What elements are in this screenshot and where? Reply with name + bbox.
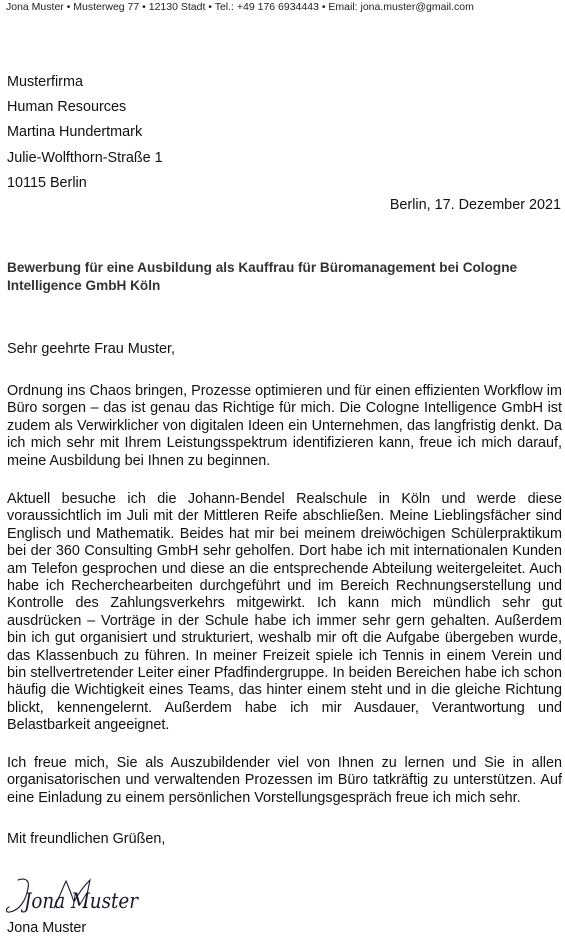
body-paragraph-1: Ordnung ins Chaos bringen, Prozesse optimieren und für einen effizienten Workflow im Büro sorgen – das ist genau das Richtige für mich. Die Cologne Intelligence GmbH ist zudem als Verwirklicher von digitalen Ideen ein Unternehmen, das langfristig denkt. Da ich mich sehr mit Ihrem Leistungsspektrum identifizieren kann, freue ich mich darauf, meine Ausbildung bei Ihnen zu beginnen.	[7, 383, 562, 469]
salutation: Sehr geehrte Frau Muster,	[7, 341, 175, 357]
letter-date: Berlin, 17. Dezember 2021	[389, 197, 561, 213]
closing-phrase: Mit freundlichen Grüßen,	[7, 831, 166, 847]
signer-name: Jona Muster	[7, 920, 87, 936]
signature-graphic	[4, 868, 144, 918]
recipient-city: 10115 Berlin	[7, 174, 87, 191]
body-paragraph-3: Ich freue mich, Sie als Auszubildender viel von Ihnen zu lernen und Sie in allen organisatorischen und verwaltenden Prozessen im Büro tatkräftig zu unterstützen. Auf eine Einladung zu einem persönlichen Vorstellungsgespräch freue ich mich sehr.	[7, 755, 562, 806]
signature-text: Jona Muster	[20, 889, 140, 913]
body-paragraph-2: Aktuell besuche ich die Johann-Bendel Realschule in Köln und werde diese voraussichtlich im Juli mit der Mittleren Reife abschließen. Meine Lieblingsfächer sind Englisch und Mathematik. Beides hat mir bei meinem dreiwöchigen Schülerpraktikum bei der 360 Consulting GmbH sehr geholfen. Dort habe ich mit internationalen Kunden am Telefon gesprochen und diese an die entsprechende Abteilung weitergeleitet. Auch habe ich Recherchearbeiten durchgeführt und im Bereich Rechnungserstellung und Kontrolle des Zahlungsverkehrs mitgewirkt. Ich kann mich mündlich sehr gut ausdrücken – Vorträge in der Schule habe ich immer sehr gern gehalten. Außerdem bin ich gut organisiert und strukturiert, weshalb mir oft die Aufgabe übergeben wurde, das Klassenbuch zu führen. In meiner Freizeit spiele ich Tennis in einem Verein und bin stellvertretender Leiter einer Pfadfindergruppe. In beiden Bereichen habe ich schon häufig die Wichtigkeit eines Teams, das hinter einem steht und in die gleiche Richtung blickt, kennengelernt. Außerdem habe ich mir Ausdauer, Verantwortung und Belastbarkeit angeeignet.	[7, 491, 562, 734]
handwritten-signature	[4, 868, 144, 918]
recipient-department: Human Resources	[7, 99, 127, 116]
recipient-street: Julie-Wolfthorn-Straße 1	[7, 149, 163, 166]
sender-line: Jona Muster • Musterweg 77 • 12130 Stadt • Tel.: +49 176 6934443 • Email: jona.muster@gmail.com	[6, 1, 474, 13]
recipient-contact: Martina Hundertmark	[7, 124, 143, 141]
letter-subject: Bewerbung für eine Ausbildung als Kauffrau für Büromanagement bei Cologne Intelligence GmbH Köln	[7, 260, 518, 293]
recipient-address	[7, 70, 163, 196]
recipient-company: Musterfirma	[7, 74, 83, 90]
